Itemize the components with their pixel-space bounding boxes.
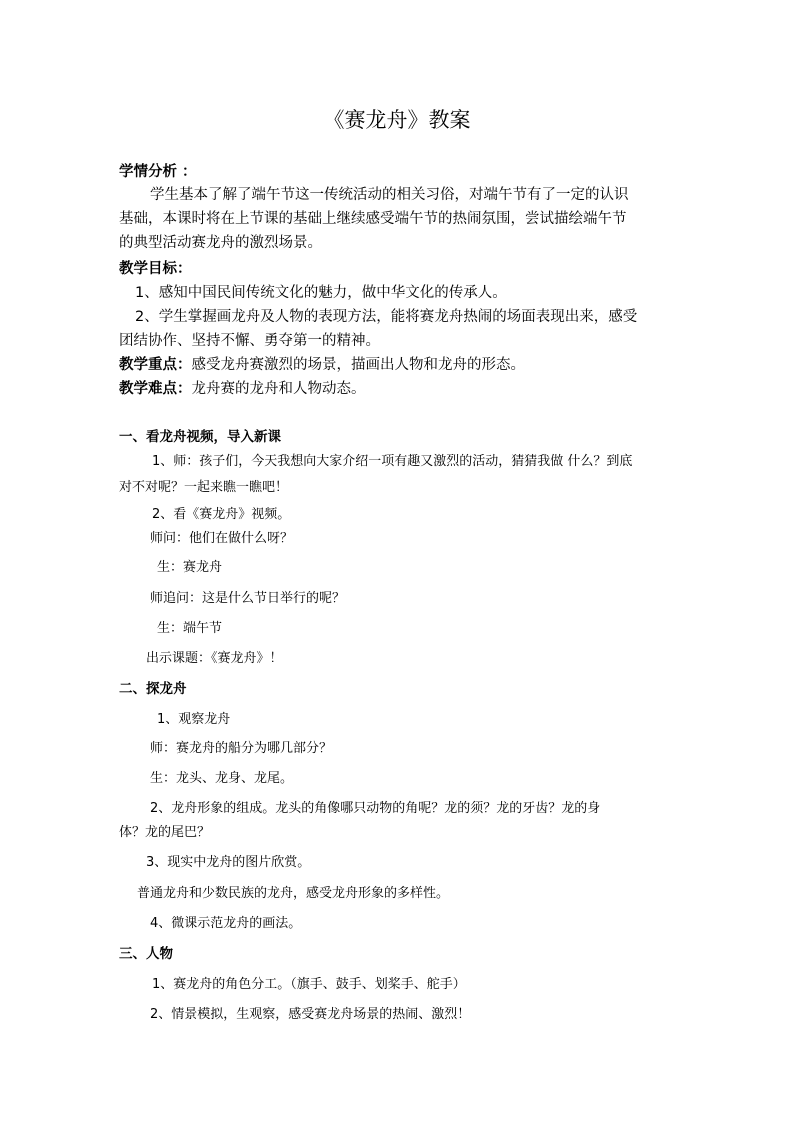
key-point-text: 感受龙舟赛激烈的场景，描画出人物和龙舟的形态。 bbox=[191, 357, 525, 373]
paragraph-line: 基础，本课时将在上节课的基础上继续感受端午节的热闹氛围，尝试描绘端午节 bbox=[119, 211, 627, 227]
objective-item: 1、感知中国民间传统文化的魅力，做中华文化的传承人。 bbox=[135, 285, 507, 301]
dialogue-line: 生：端午节 bbox=[157, 621, 223, 636]
key-point-label: 教学重点： bbox=[119, 357, 192, 373]
section-heading-one: 一、看龙舟视频，导入新课 bbox=[119, 429, 281, 445]
objective-item: 2、学生掌握画龙舟及人物的表现方法，能将赛龙舟热闹的场面表现出来，感受 bbox=[135, 309, 638, 325]
paragraph-line: 普通龙舟和少数民族的龙舟，感受龙舟形象的多样性。 bbox=[137, 886, 450, 901]
paragraph-line: 4、微课示范龙舟的画法。 bbox=[150, 916, 302, 931]
difficult-point-text: 龙舟赛的龙舟和人物动态。 bbox=[191, 381, 366, 397]
difficult-point-line bbox=[119, 377, 366, 401]
paragraph-line: 对不对呢？一起来瞧一瞧吧！ bbox=[119, 480, 289, 495]
paragraph-line: 1、观察龙舟 bbox=[157, 712, 231, 727]
difficult-point-label: 教学难点： bbox=[119, 381, 192, 397]
dialogue-line: 生：赛龙舟 bbox=[157, 560, 223, 575]
paragraph-line: 3、现实中龙舟的图片欣赏。 bbox=[146, 855, 311, 870]
key-point-line bbox=[119, 353, 525, 377]
dialogue-line: 师：赛龙舟的船分为哪几部分？ bbox=[150, 741, 333, 756]
paragraph-line: 1、赛龙舟的角色分工。（旗手、鼓手、划桨手、舵手） bbox=[152, 977, 466, 992]
paragraph-line: 2、情景模拟，生观察，感受赛龙舟场景的热闹、激烈！ bbox=[150, 1007, 471, 1022]
paragraph-line: 2、龙舟形象的组成。龙头的角像哪只动物的角呢？龙的须？龙的牙齿？龙的身 bbox=[150, 801, 601, 816]
paragraph-line: 出示课题：《赛龙舟》！ bbox=[146, 651, 283, 666]
paragraph-line: 体？龙的尾巴？ bbox=[119, 825, 211, 840]
objective-item-continued: 团结协作、坚持不懈、勇夺第一的精神。 bbox=[119, 333, 380, 349]
paragraph-line: 学生基本了解了端午节这一传统活动的相关习俗，对端午节有了一定的认识 bbox=[150, 187, 629, 203]
paragraph-line: 2、看《赛龙舟》视频。 bbox=[152, 507, 291, 522]
section-heading-learner-analysis: 学情分析 ： bbox=[119, 164, 197, 180]
dialogue-line: 师追问：这是什么节日举行的呢？ bbox=[150, 591, 346, 606]
section-heading-two: 二、探龙舟 bbox=[119, 681, 187, 697]
document-title: 《赛龙舟》教案 bbox=[323, 108, 471, 132]
dialogue-line: 师问：他们在做什么呀？ bbox=[150, 531, 294, 546]
paragraph-line: 1、师：孩子们，今天我想向大家介绍一项有趣又激烈的活动，猜猜我做 什么？到底 bbox=[152, 454, 633, 469]
dialogue-line: 生：龙头、龙身、龙尾。 bbox=[150, 771, 294, 786]
section-heading-objectives: 教学目标： bbox=[119, 261, 192, 277]
section-heading-three: 三、人物 bbox=[119, 946, 173, 962]
paragraph-line: 的典型活动赛龙舟的激烈场景。 bbox=[119, 235, 322, 251]
